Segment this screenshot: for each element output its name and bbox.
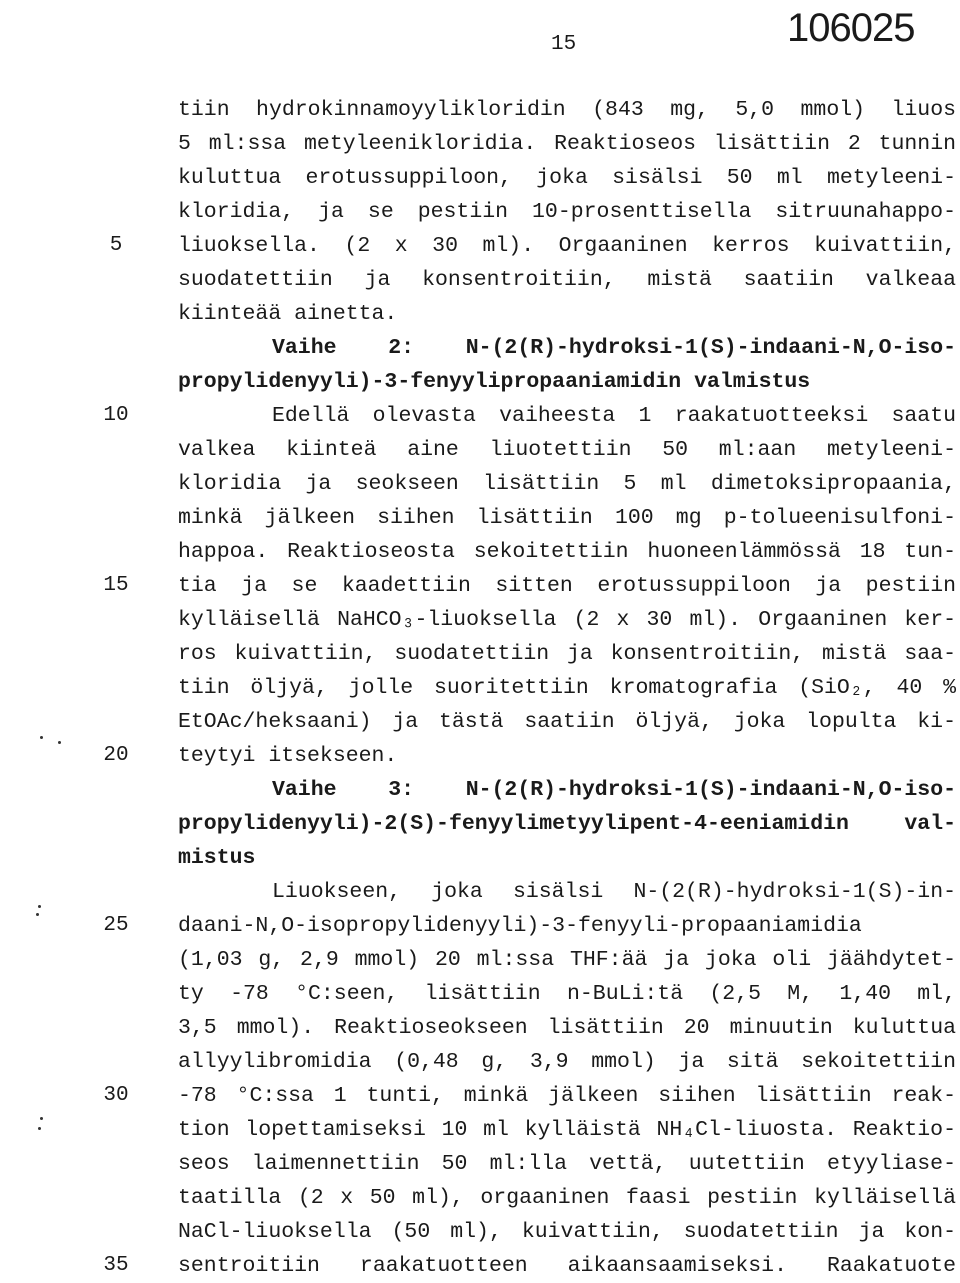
- text-line: allyylibromidia (0,48 g, 3,9 mmol) ja sitä sekoitettiin: [178, 1050, 956, 1074]
- text-line: tion lopettamiseksi 10 ml kylläistä NH₄Cl-liuosta. Reaktio-: [178, 1118, 956, 1142]
- step-2-heading-cont: propylidenyyli)-3-fenyylipropaaniamidin valmistus: [178, 370, 811, 394]
- margin-line-number: 30: [103, 1084, 129, 1107]
- text-line: -78 °C:ssa 1 tunti, minkä jälkeen siihen lisättiin reak-: [178, 1084, 956, 1108]
- text-line: 3,5 mmol). Reaktioseokseen lisättiin 20 minuutin kuluttua: [178, 1016, 956, 1040]
- text-line: Liuokseen, joka sisälsi N-(2(R)-hydroksi-1(S)-in-: [272, 880, 956, 904]
- text-line: liuoksella. (2 x 30 ml). Orgaaninen kerros kuivattiin,: [178, 234, 956, 258]
- step-2-heading: Vaihe 2: N-(2(R)-hydroksi-1(S)-indaani-N,O-iso-: [272, 336, 956, 360]
- scan-speck: [40, 1117, 43, 1120]
- scan-speck: [38, 905, 41, 908]
- margin-line-number: 5: [109, 234, 123, 257]
- text-line: kiinteää ainetta.: [178, 302, 398, 326]
- text-line: happoa. Reaktioseosta sekoitettiin huoneenlämmössä 18 tun-: [178, 540, 956, 564]
- text-line: ros kuivattiin, suodatettiin ja konsentroitiin, mistä saa-: [178, 642, 956, 666]
- document-number: 106025: [787, 6, 915, 50]
- scan-speck: [40, 736, 43, 739]
- text-line: tiin öljyä, jolle suoritettiin kromatografia (SiO₂, 40 %: [178, 676, 956, 700]
- text-line: taatilla (2 x 50 ml), orgaaninen faasi pestiin kylläisellä: [178, 1186, 956, 1210]
- text-line: teytyi itsekseen.: [178, 744, 398, 768]
- text-line: seos laimennettiin 50 ml:lla vettä, uutettiin etyyliase-: [178, 1152, 956, 1176]
- margin-line-number: 35: [103, 1254, 129, 1277]
- margin-line-number: 10: [103, 404, 129, 427]
- scan-speck: [36, 913, 39, 916]
- text-line: ty -78 °C:seen, lisättiin n-BuLi:tä (2,5 M, 1,40 ml,: [178, 982, 956, 1006]
- text-line: kloridia, ja se pestiin 10-prosenttisella sitruunahappo-: [178, 200, 956, 224]
- step-3-heading-cont: propylidenyyli)-2(S)-fenyylimetyylipent-4-eeniamidin val-: [178, 812, 956, 836]
- page-number: 15: [551, 33, 577, 56]
- step-3-heading-end: mistus: [178, 846, 256, 870]
- text-line: sentroitiin raakatuotteen aikaansaamiseksi. Raakatuote: [178, 1254, 956, 1278]
- text-line: kylläisellä NaHCO₃-liuoksella (2 x 30 ml). Orgaaninen ker-: [178, 608, 956, 632]
- text-line: 5 ml:ssa metyleenikloridia. Reaktioseos lisättiin 2 tunnin: [178, 132, 956, 156]
- text-line: tia ja se kaadettiin sitten erotussuppiloon ja pestiin: [178, 574, 956, 598]
- text-line: kloridia ja seokseen lisättiin 5 ml dimetoksipropaania,: [178, 472, 956, 496]
- text-line: tiin hydrokinnamoyylikloridin (843 mg, 5,0 mmol) liuos: [178, 98, 956, 122]
- text-line: daani-N,O-isopropylidenyyli)-3-fenyyli-propaaniamidia: [178, 914, 862, 938]
- text-line: minkä jälkeen siihen lisättiin 100 mg p-tolueenisulfoni-: [178, 506, 956, 530]
- text-line: EtOAc/heksaani) ja tästä saatiin öljyä, joka lopulta ki-: [178, 710, 956, 734]
- step-3-heading: Vaihe 3: N-(2(R)-hydroksi-1(S)-indaani-N,O-iso-: [272, 778, 956, 802]
- text-line: NaCl-liuoksella (50 ml), kuivattiin, suodatettiin ja kon-: [178, 1220, 956, 1244]
- scan-speck: [58, 741, 61, 744]
- text-line: kuluttua erotussuppiloon, joka sisälsi 50 ml metyleeni-: [178, 166, 956, 190]
- text-line: valkea kiinteä aine liuotettiin 50 ml:aan metyleeni-: [178, 438, 956, 462]
- margin-line-number: 25: [103, 914, 129, 937]
- scan-speck: [38, 1127, 41, 1130]
- margin-line-number: 15: [103, 574, 129, 597]
- text-line: Edellä olevasta vaiheesta 1 raakatuotteeksi saatu: [272, 404, 956, 428]
- text-line: (1,03 g, 2,9 mmol) 20 ml:ssa THF:ää ja joka oli jäähdytet-: [178, 948, 956, 972]
- margin-line-number: 20: [103, 744, 129, 767]
- text-line: suodatettiin ja konsentroitiin, mistä saatiin valkeaa: [178, 268, 956, 292]
